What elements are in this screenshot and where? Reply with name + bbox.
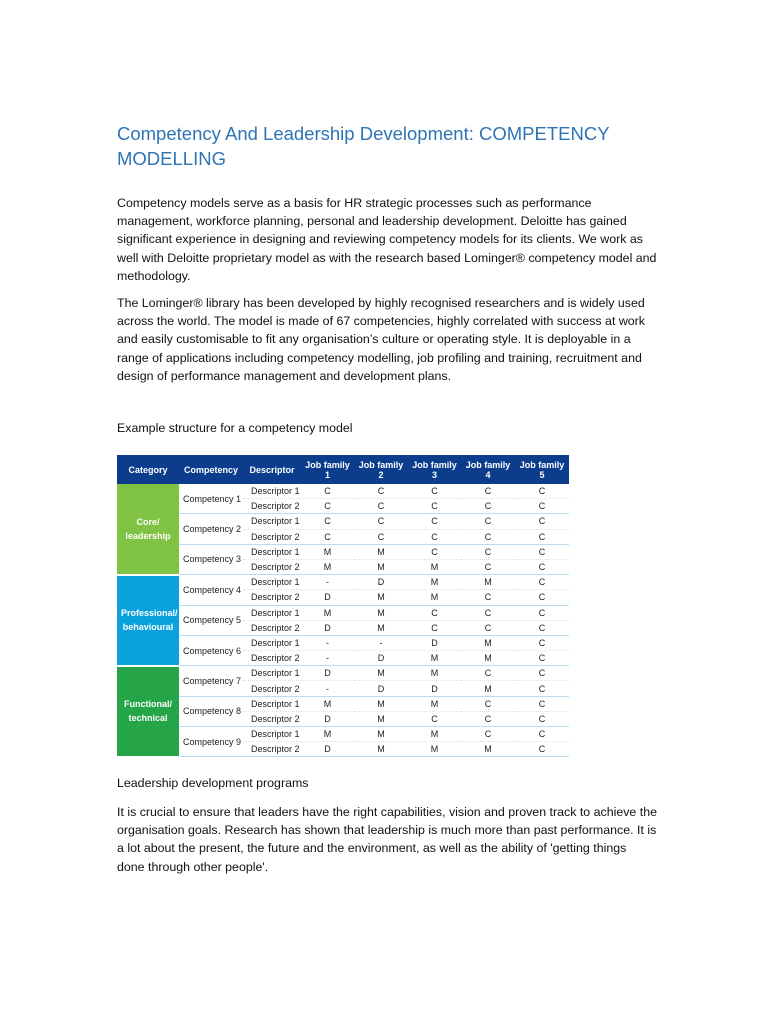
job-family-5-cell: C — [515, 499, 569, 514]
job-family-5-cell: C — [515, 620, 569, 635]
competency-cell: Competency 7 — [179, 666, 243, 696]
job-family-1-cell: - — [301, 651, 354, 666]
job-family-4-cell: C — [461, 514, 515, 529]
job-family-3-cell: M — [408, 575, 461, 590]
descriptor-cell: Descriptor 1 — [243, 635, 301, 650]
job-family-2-cell: - — [354, 635, 408, 650]
competency-cell: Competency 2 — [179, 514, 243, 544]
table-row — [117, 666, 569, 681]
job-family-3-cell: C — [408, 605, 461, 620]
header-job-family-4: Job family 4 — [461, 455, 515, 484]
table-row — [117, 544, 569, 559]
table-row — [117, 575, 569, 590]
job-family-1-cell: M — [301, 727, 354, 742]
job-family-5-cell: C — [515, 742, 569, 757]
job-family-3-cell: C — [408, 620, 461, 635]
job-family-2-cell: D — [354, 651, 408, 666]
job-family-5-cell: C — [515, 484, 569, 499]
descriptor-cell: Descriptor 1 — [243, 666, 301, 681]
descriptor-cell: Descriptor 2 — [243, 529, 301, 544]
job-family-1-cell: D — [301, 620, 354, 635]
job-family-1-cell: - — [301, 575, 354, 590]
job-family-5-cell: C — [515, 605, 569, 620]
job-family-1-cell: M — [301, 696, 354, 711]
competency-cell: Competency 1 — [179, 484, 243, 514]
header-category: Category — [117, 455, 179, 484]
descriptor-cell: Descriptor 2 — [243, 711, 301, 726]
job-family-4-cell: C — [461, 666, 515, 681]
job-family-3-cell: C — [408, 514, 461, 529]
job-family-2-cell: C — [354, 484, 408, 499]
job-family-3-cell: M — [408, 559, 461, 574]
job-family-2-cell: M — [354, 711, 408, 726]
page-title: Competency And Leadership Development: COMPETENCY MODELLING — [117, 123, 610, 169]
competency-cell: Competency 6 — [179, 635, 243, 665]
job-family-3-cell: D — [408, 681, 461, 696]
table-row — [117, 484, 569, 499]
category-cell: Functional/ technical — [117, 666, 179, 757]
table-row — [117, 514, 569, 529]
section-subheading: Leadership development programs — [117, 776, 309, 790]
header-job-family-5: Job family 5 — [515, 455, 569, 484]
job-family-1-cell: M — [301, 605, 354, 620]
job-family-5-cell: C — [515, 651, 569, 666]
job-family-2-cell: M — [354, 666, 408, 681]
job-family-5-cell: C — [515, 575, 569, 590]
job-family-4-cell: M — [461, 681, 515, 696]
job-family-4-cell: M — [461, 742, 515, 757]
job-family-5-cell: C — [515, 681, 569, 696]
category-cell: Core/ leadership — [117, 484, 179, 575]
job-family-3-cell: C — [408, 529, 461, 544]
category-cell: Professional/ behavioural — [117, 575, 179, 666]
job-family-4-cell: C — [461, 605, 515, 620]
job-family-2-cell: M — [354, 559, 408, 574]
job-family-2-cell: M — [354, 605, 408, 620]
table-body — [117, 484, 569, 757]
job-family-2-cell: M — [354, 544, 408, 559]
descriptor-cell: Descriptor 2 — [243, 742, 301, 757]
job-family-2-cell: M — [354, 590, 408, 605]
descriptor-cell: Descriptor 2 — [243, 651, 301, 666]
table-row — [117, 727, 569, 742]
job-family-1-cell: C — [301, 499, 354, 514]
job-family-2-cell: C — [354, 529, 408, 544]
table-caption: Example structure for a competency model — [117, 421, 353, 435]
competency-cell: Competency 9 — [179, 727, 243, 757]
descriptor-cell: Descriptor 1 — [243, 514, 301, 529]
job-family-2-cell: D — [354, 575, 408, 590]
job-family-4-cell: C — [461, 620, 515, 635]
descriptor-cell: Descriptor 2 — [243, 620, 301, 635]
job-family-1-cell: C — [301, 514, 354, 529]
job-family-1-cell: - — [301, 635, 354, 650]
job-family-2-cell: C — [354, 499, 408, 514]
job-family-5-cell: C — [515, 666, 569, 681]
competency-cell: Competency 5 — [179, 605, 243, 635]
job-family-5-cell: C — [515, 590, 569, 605]
descriptor-cell: Descriptor 1 — [243, 575, 301, 590]
job-family-3-cell: C — [408, 484, 461, 499]
job-family-5-cell: C — [515, 544, 569, 559]
job-family-3-cell: M — [408, 696, 461, 711]
job-family-4-cell: M — [461, 651, 515, 666]
job-family-2-cell: C — [354, 514, 408, 529]
job-family-1-cell: C — [301, 529, 354, 544]
job-family-4-cell: M — [461, 575, 515, 590]
descriptor-cell: Descriptor 1 — [243, 696, 301, 711]
competency-cell: Competency 8 — [179, 696, 243, 726]
table-header-row — [117, 455, 569, 484]
job-family-5-cell: C — [515, 696, 569, 711]
header-job-family-3: Job family 3 — [408, 455, 461, 484]
competency-model-table — [117, 455, 569, 758]
descriptor-cell: Descriptor 2 — [243, 681, 301, 696]
job-family-3-cell: M — [408, 590, 461, 605]
job-family-4-cell: C — [461, 544, 515, 559]
header-job-family-1: Job family 1 — [301, 455, 354, 484]
table-row — [117, 635, 569, 650]
job-family-5-cell: C — [515, 635, 569, 650]
competency-cell: Competency 4 — [179, 575, 243, 605]
job-family-1-cell: D — [301, 666, 354, 681]
job-family-4-cell: C — [461, 727, 515, 742]
job-family-1-cell: D — [301, 742, 354, 757]
job-family-4-cell: C — [461, 590, 515, 605]
descriptor-cell: Descriptor 1 — [243, 484, 301, 499]
job-family-4-cell: C — [461, 484, 515, 499]
job-family-1-cell: D — [301, 711, 354, 726]
table-row — [117, 605, 569, 620]
job-family-2-cell: M — [354, 696, 408, 711]
descriptor-cell: Descriptor 1 — [243, 605, 301, 620]
job-family-3-cell: D — [408, 635, 461, 650]
job-family-1-cell: D — [301, 590, 354, 605]
job-family-1-cell: C — [301, 484, 354, 499]
job-family-2-cell: D — [354, 681, 408, 696]
job-family-2-cell: M — [354, 620, 408, 635]
table-row — [117, 696, 569, 711]
job-family-4-cell: C — [461, 696, 515, 711]
job-family-1-cell: M — [301, 559, 354, 574]
job-family-3-cell: M — [408, 651, 461, 666]
job-family-3-cell: M — [408, 666, 461, 681]
job-family-3-cell: M — [408, 727, 461, 742]
job-family-3-cell: C — [408, 499, 461, 514]
job-family-5-cell: C — [515, 514, 569, 529]
job-family-5-cell: C — [515, 529, 569, 544]
job-family-3-cell: M — [408, 742, 461, 757]
job-family-2-cell: M — [354, 742, 408, 757]
intro-paragraph: Competency models serve as a basis for HR strategic processes such as performance management, workforce planning, personal and leadership development. Deloitte has gained significant experience in designing and reviewing competency models for its clients. We work as well with Deloitte proprietary model as with the research based Lominger® competency model and methodology. — [117, 196, 657, 283]
job-family-4-cell: C — [461, 559, 515, 574]
job-family-1-cell: M — [301, 544, 354, 559]
job-family-5-cell: C — [515, 559, 569, 574]
job-family-4-cell: M — [461, 635, 515, 650]
descriptor-cell: Descriptor 1 — [243, 727, 301, 742]
job-family-4-cell: C — [461, 499, 515, 514]
job-family-2-cell: M — [354, 727, 408, 742]
job-family-3-cell: C — [408, 544, 461, 559]
header-job-family-2: Job family 2 — [354, 455, 408, 484]
job-family-4-cell: C — [461, 529, 515, 544]
header-descriptor: Descriptor — [243, 455, 301, 484]
descriptor-cell: Descriptor 2 — [243, 499, 301, 514]
descriptor-cell: Descriptor 2 — [243, 559, 301, 574]
competency-cell: Competency 3 — [179, 544, 243, 574]
job-family-5-cell: C — [515, 711, 569, 726]
descriptor-cell: Descriptor 2 — [243, 590, 301, 605]
job-family-1-cell: - — [301, 681, 354, 696]
job-family-5-cell: C — [515, 727, 569, 742]
descriptor-cell: Descriptor 1 — [243, 544, 301, 559]
job-family-4-cell: C — [461, 711, 515, 726]
leadership-paragraph: It is crucial to ensure that leaders have the right capabilities, vision and proven track to achieve the organisation goals. Research has shown that leadership is much more than past performance. It is a lot about the present, the future and the environment, as well as the ability of 'getting things done through other people'. — [117, 805, 657, 874]
job-family-3-cell: C — [408, 711, 461, 726]
lominger-paragraph: The Lominger® library has been developed by highly recognised researchers and is widely used across the world. The model is made of 67 competencies, highly correlated with success at work and easily customisable to fit any organisation’s culture or operating style. It is deployable in a range of applications including competency modelling, job profiling and training, recruitment and design of performance management and development plans. — [117, 296, 645, 383]
header-competency: Competency — [179, 455, 243, 484]
